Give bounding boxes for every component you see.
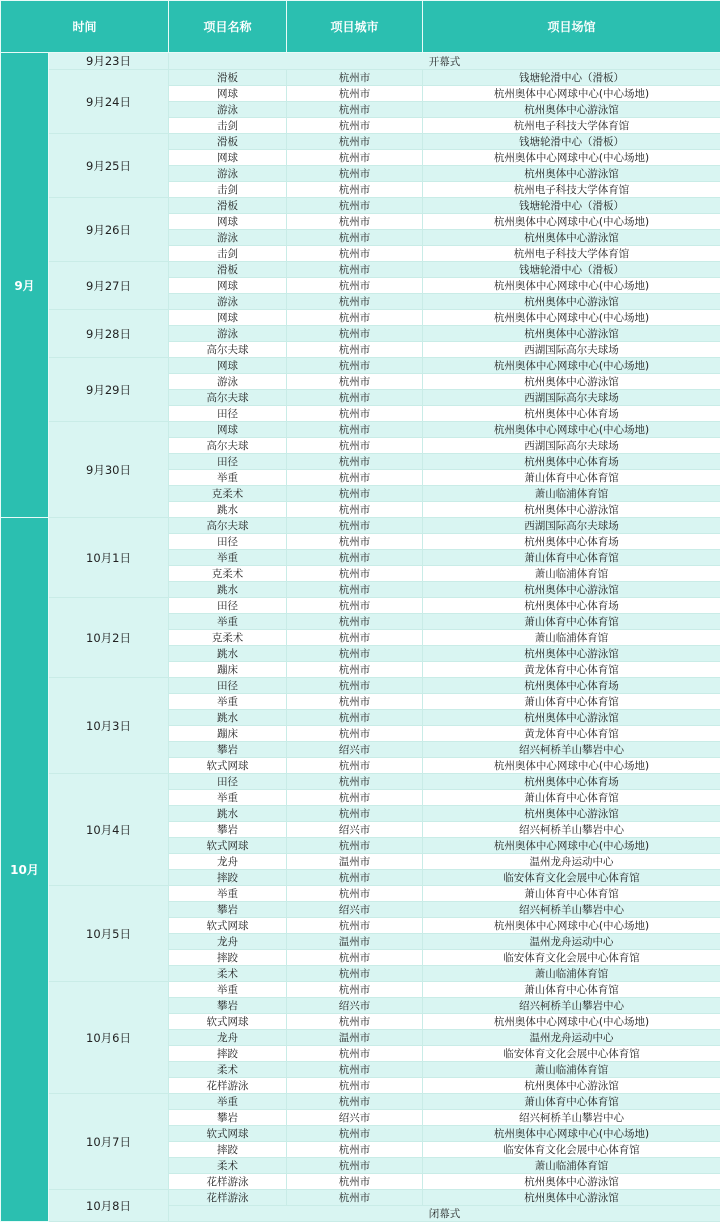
venue-cell: 钱塘轮滑中心（滑板） (423, 262, 720, 278)
venue-cell: 萧山临浦体育馆 (423, 1062, 720, 1078)
city-cell: 杭州市 (287, 422, 423, 438)
city-cell: 杭州市 (287, 758, 423, 774)
city-cell: 杭州市 (287, 118, 423, 134)
venue-cell: 杭州奥体中心网球中心(中心场地) (423, 1126, 720, 1142)
city-cell: 杭州市 (287, 150, 423, 166)
table-row (1, 678, 720, 694)
sport-cell: 网球 (169, 86, 287, 102)
venue-cell: 杭州奥体中心游泳馆 (423, 582, 720, 598)
city-cell: 杭州市 (287, 1158, 423, 1174)
venue-cell: 杭州奥体中心游泳馆 (423, 646, 720, 662)
sport-cell: 高尔夫球 (169, 438, 287, 454)
venue-cell: 杭州奥体中心网球中心(中心场地) (423, 150, 720, 166)
sport-cell: 攀岩 (169, 902, 287, 918)
city-cell: 温州市 (287, 934, 423, 950)
city-cell: 杭州市 (287, 630, 423, 646)
city-cell: 杭州市 (287, 406, 423, 422)
venue-cell: 绍兴柯桥羊山攀岩中心 (423, 902, 720, 918)
venue-cell: 杭州电子科技大学体育馆 (423, 246, 720, 262)
venue-cell: 西湖国际高尔夫球场 (423, 518, 720, 534)
city-cell: 杭州市 (287, 278, 423, 294)
venue-cell: 萧山临浦体育馆 (423, 1158, 720, 1174)
sport-cell: 举重 (169, 694, 287, 710)
venue-cell: 杭州奥体中心网球中心(中心场地) (423, 358, 720, 374)
city-cell: 绍兴市 (287, 1110, 423, 1126)
venue-cell: 杭州奥体中心游泳馆 (423, 326, 720, 342)
sport-cell: 网球 (169, 214, 287, 230)
table-row (1, 518, 720, 534)
city-cell: 杭州市 (287, 518, 423, 534)
city-cell: 绍兴市 (287, 902, 423, 918)
venue-cell: 杭州奥体中心网球中心(中心场地) (423, 918, 720, 934)
date-cell: 10月8日 (49, 1190, 169, 1222)
table-row (1, 53, 720, 70)
date-cell: 10月4日 (49, 774, 169, 886)
date-cell: 9月26日 (49, 198, 169, 262)
sport-cell: 滑板 (169, 70, 287, 86)
sport-cell: 游泳 (169, 374, 287, 390)
venue-cell: 杭州奥体中心游泳馆 (423, 374, 720, 390)
venue-cell: 杭州奥体中心网球中心(中心场地) (423, 86, 720, 102)
sport-cell: 举重 (169, 790, 287, 806)
city-cell: 杭州市 (287, 454, 423, 470)
city-cell: 杭州市 (287, 70, 423, 86)
city-cell: 杭州市 (287, 86, 423, 102)
sport-cell: 攀岩 (169, 742, 287, 758)
venue-cell: 黄龙体育中心体育馆 (423, 726, 720, 742)
date-cell: 10月5日 (49, 886, 169, 982)
venue-cell: 杭州奥体中心网球中心(中心场地) (423, 1014, 720, 1030)
sport-cell: 举重 (169, 550, 287, 566)
venue-cell: 杭州奥体中心游泳馆 (423, 1078, 720, 1094)
venue-cell: 杭州奥体中心游泳馆 (423, 230, 720, 246)
venue-cell: 西湖国际高尔夫球场 (423, 390, 720, 406)
sport-cell: 蹦床 (169, 726, 287, 742)
sport-cell: 游泳 (169, 326, 287, 342)
city-cell: 杭州市 (287, 326, 423, 342)
venue-cell: 杭州奥体中心游泳馆 (423, 1174, 720, 1190)
sport-cell: 攀岩 (169, 822, 287, 838)
sport-cell: 跳水 (169, 710, 287, 726)
venue-cell: 杭州奥体中心网球中心(中心场地) (423, 278, 720, 294)
table-row (1, 1190, 720, 1206)
city-cell: 杭州市 (287, 358, 423, 374)
sport-cell: 游泳 (169, 294, 287, 310)
venue-cell: 萧山体育中心体育馆 (423, 470, 720, 486)
table-row (1, 358, 720, 374)
sport-cell: 花样游泳 (169, 1190, 287, 1206)
city-cell: 杭州市 (287, 246, 423, 262)
city-cell: 杭州市 (287, 566, 423, 582)
city-cell: 温州市 (287, 1030, 423, 1046)
sport-cell: 田径 (169, 534, 287, 550)
table-row (1, 262, 720, 278)
table-row (1, 310, 720, 326)
city-cell: 杭州市 (287, 1062, 423, 1078)
table-row (1, 774, 720, 790)
city-cell: 杭州市 (287, 694, 423, 710)
city-cell: 杭州市 (287, 582, 423, 598)
venue-cell: 萧山体育中心体育馆 (423, 550, 720, 566)
city-cell: 杭州市 (287, 390, 423, 406)
city-cell: 杭州市 (287, 470, 423, 486)
sport-cell: 游泳 (169, 102, 287, 118)
sport-cell: 击剑 (169, 182, 287, 198)
venue-cell: 杭州奥体中心网球中心(中心场地) (423, 422, 720, 438)
city-cell: 杭州市 (287, 438, 423, 454)
city-cell: 杭州市 (287, 646, 423, 662)
sport-cell: 龙舟 (169, 854, 287, 870)
sport-cell: 柔术 (169, 1158, 287, 1174)
header-time: 时间 (1, 1, 169, 53)
sport-cell: 龙舟 (169, 934, 287, 950)
city-cell: 杭州市 (287, 1190, 423, 1206)
venue-cell: 绍兴柯桥羊山攀岩中心 (423, 742, 720, 758)
sport-cell: 克柔术 (169, 630, 287, 646)
sport-cell: 网球 (169, 150, 287, 166)
city-cell: 杭州市 (287, 1174, 423, 1190)
venue-cell: 西湖国际高尔夫球场 (423, 342, 720, 358)
header-venue: 项目场馆 (423, 1, 720, 53)
city-cell: 杭州市 (287, 678, 423, 694)
venue-cell: 萧山体育中心体育馆 (423, 614, 720, 630)
sport-cell: 击剑 (169, 246, 287, 262)
sport-cell: 花样游泳 (169, 1174, 287, 1190)
date-cell: 9月29日 (49, 358, 169, 422)
venue-cell: 临安体育文化会展中心体育馆 (423, 870, 720, 886)
header-sport: 项目名称 (169, 1, 287, 53)
sport-cell: 举重 (169, 982, 287, 998)
city-cell: 杭州市 (287, 502, 423, 518)
table-row (1, 422, 720, 438)
sport-cell: 高尔夫球 (169, 390, 287, 406)
venue-cell: 杭州奥体中心游泳馆 (423, 102, 720, 118)
sport-cell: 跳水 (169, 582, 287, 598)
venue-cell: 杭州奥体中心网球中心(中心场地) (423, 758, 720, 774)
sport-cell: 摔跤 (169, 870, 287, 886)
table-header (1, 1, 720, 53)
city-cell: 杭州市 (287, 102, 423, 118)
venue-cell: 萧山临浦体育馆 (423, 486, 720, 502)
sport-cell: 摔跤 (169, 1046, 287, 1062)
venue-cell: 萧山体育中心体育馆 (423, 1094, 720, 1110)
date-cell: 9月24日 (49, 70, 169, 134)
venue-cell: 杭州奥体中心体育场 (423, 598, 720, 614)
city-cell: 杭州市 (287, 1046, 423, 1062)
city-cell: 绍兴市 (287, 742, 423, 758)
venue-cell: 绍兴柯桥羊山攀岩中心 (423, 822, 720, 838)
sport-cell: 蹦床 (169, 662, 287, 678)
venue-cell: 萧山体育中心体育馆 (423, 982, 720, 998)
city-cell: 杭州市 (287, 262, 423, 278)
ceremony-cell: 闭幕式 (169, 1206, 720, 1222)
city-cell: 杭州市 (287, 710, 423, 726)
venue-cell: 杭州奥体中心网球中心(中心场地) (423, 310, 720, 326)
city-cell: 绍兴市 (287, 998, 423, 1014)
city-cell: 杭州市 (287, 198, 423, 214)
city-cell: 杭州市 (287, 886, 423, 902)
sport-cell: 田径 (169, 406, 287, 422)
sport-cell: 高尔夫球 (169, 518, 287, 534)
venue-cell: 钱塘轮滑中心（滑板） (423, 70, 720, 86)
city-cell: 杭州市 (287, 166, 423, 182)
city-cell: 杭州市 (287, 918, 423, 934)
sport-cell: 游泳 (169, 166, 287, 182)
sport-cell: 网球 (169, 422, 287, 438)
venue-cell: 杭州奥体中心游泳馆 (423, 710, 720, 726)
sport-cell: 跳水 (169, 502, 287, 518)
table-row (1, 1094, 720, 1110)
sport-cell: 柔术 (169, 1062, 287, 1078)
date-cell: 9月28日 (49, 310, 169, 358)
sport-cell: 软式网球 (169, 758, 287, 774)
venue-cell: 萧山体育中心体育馆 (423, 886, 720, 902)
venue-cell: 温州龙舟运动中心 (423, 854, 720, 870)
sport-cell: 龙舟 (169, 1030, 287, 1046)
city-cell: 杭州市 (287, 310, 423, 326)
sport-cell: 田径 (169, 454, 287, 470)
venue-cell: 杭州奥体中心游泳馆 (423, 806, 720, 822)
venue-cell: 温州龙舟运动中心 (423, 934, 720, 950)
sport-cell: 攀岩 (169, 998, 287, 1014)
venue-cell: 萧山临浦体育馆 (423, 630, 720, 646)
venue-cell: 杭州奥体中心游泳馆 (423, 1190, 720, 1206)
city-cell: 杭州市 (287, 950, 423, 966)
city-cell: 杭州市 (287, 790, 423, 806)
city-cell: 杭州市 (287, 534, 423, 550)
city-cell: 杭州市 (287, 230, 423, 246)
city-cell: 杭州市 (287, 726, 423, 742)
city-cell: 杭州市 (287, 598, 423, 614)
sport-cell: 举重 (169, 1094, 287, 1110)
venue-cell: 杭州奥体中心体育场 (423, 534, 720, 550)
sport-cell: 柔术 (169, 966, 287, 982)
venue-cell: 杭州奥体中心体育场 (423, 678, 720, 694)
date-cell: 10月6日 (49, 982, 169, 1094)
sport-cell: 举重 (169, 470, 287, 486)
city-cell: 杭州市 (287, 1142, 423, 1158)
venue-cell: 萧山体育中心体育馆 (423, 694, 720, 710)
city-cell: 杭州市 (287, 214, 423, 230)
venue-cell: 萧山临浦体育馆 (423, 966, 720, 982)
city-cell: 杭州市 (287, 486, 423, 502)
city-cell: 杭州市 (287, 1126, 423, 1142)
city-cell: 绍兴市 (287, 822, 423, 838)
sport-cell: 滑板 (169, 198, 287, 214)
table-row (1, 70, 720, 86)
sport-cell: 滑板 (169, 134, 287, 150)
venue-cell: 绍兴柯桥羊山攀岩中心 (423, 1110, 720, 1126)
city-cell: 温州市 (287, 854, 423, 870)
city-cell: 杭州市 (287, 1094, 423, 1110)
sport-cell: 网球 (169, 310, 287, 326)
venue-cell: 临安体育文化会展中心体育馆 (423, 950, 720, 966)
date-cell: 10月7日 (49, 1094, 169, 1190)
sport-cell: 软式网球 (169, 1126, 287, 1142)
sport-cell: 跳水 (169, 646, 287, 662)
city-cell: 杭州市 (287, 982, 423, 998)
sport-cell: 花样游泳 (169, 1078, 287, 1094)
sport-cell: 网球 (169, 358, 287, 374)
date-cell: 10月1日 (49, 518, 169, 598)
city-cell: 杭州市 (287, 774, 423, 790)
venue-cell: 杭州奥体中心游泳馆 (423, 166, 720, 182)
sport-cell: 举重 (169, 614, 287, 630)
header-city: 项目城市 (287, 1, 423, 53)
venue-cell: 黄龙体育中心体育馆 (423, 662, 720, 678)
venue-cell: 钱塘轮滑中心（滑板） (423, 134, 720, 150)
venue-cell: 西湖国际高尔夫球场 (423, 438, 720, 454)
sport-cell: 软式网球 (169, 838, 287, 854)
venue-cell: 杭州电子科技大学体育馆 (423, 182, 720, 198)
city-cell: 杭州市 (287, 662, 423, 678)
venue-cell: 萧山临浦体育馆 (423, 566, 720, 582)
sport-cell: 摔跤 (169, 950, 287, 966)
city-cell: 杭州市 (287, 806, 423, 822)
venue-cell: 杭州奥体中心游泳馆 (423, 502, 720, 518)
venue-cell: 杭州奥体中心体育场 (423, 774, 720, 790)
venue-cell: 萧山体育中心体育馆 (423, 790, 720, 806)
city-cell: 杭州市 (287, 966, 423, 982)
city-cell: 杭州市 (287, 374, 423, 390)
sport-cell: 田径 (169, 598, 287, 614)
city-cell: 杭州市 (287, 614, 423, 630)
venue-cell: 临安体育文化会展中心体育馆 (423, 1046, 720, 1062)
date-cell: 9月30日 (49, 422, 169, 518)
sport-cell: 击剑 (169, 118, 287, 134)
sport-cell: 高尔夫球 (169, 342, 287, 358)
sport-cell: 软式网球 (169, 918, 287, 934)
sport-cell: 摔跤 (169, 1142, 287, 1158)
sport-cell: 滑板 (169, 262, 287, 278)
venue-cell: 绍兴柯桥羊山攀岩中心 (423, 998, 720, 1014)
sport-cell: 游泳 (169, 230, 287, 246)
table-row (1, 598, 720, 614)
ceremony-cell: 开幕式 (169, 53, 720, 70)
city-cell: 杭州市 (287, 1014, 423, 1030)
table-row (1, 198, 720, 214)
city-cell: 杭州市 (287, 182, 423, 198)
sport-cell: 田径 (169, 678, 287, 694)
venue-cell: 杭州奥体中心体育场 (423, 454, 720, 470)
date-cell: 10月3日 (49, 678, 169, 774)
sport-cell: 举重 (169, 886, 287, 902)
sport-cell: 软式网球 (169, 1014, 287, 1030)
venue-cell: 杭州奥体中心网球中心(中心场地) (423, 838, 720, 854)
city-cell: 杭州市 (287, 870, 423, 886)
city-cell: 杭州市 (287, 134, 423, 150)
sport-cell: 克柔术 (169, 486, 287, 502)
venue-cell: 杭州奥体中心网球中心(中心场地) (423, 214, 720, 230)
city-cell: 杭州市 (287, 550, 423, 566)
venue-cell: 临安体育文化会展中心体育馆 (423, 1142, 720, 1158)
sport-cell: 克柔术 (169, 566, 287, 582)
venue-cell: 杭州奥体中心体育场 (423, 406, 720, 422)
table-row (1, 886, 720, 902)
table-row (1, 982, 720, 998)
city-cell: 杭州市 (287, 838, 423, 854)
city-cell: 杭州市 (287, 1078, 423, 1094)
venue-cell: 杭州电子科技大学体育馆 (423, 118, 720, 134)
month-cell: 10月 (1, 518, 49, 1222)
sport-cell: 网球 (169, 278, 287, 294)
venue-cell: 杭州奥体中心游泳馆 (423, 294, 720, 310)
city-cell: 杭州市 (287, 294, 423, 310)
month-cell: 9月 (1, 53, 49, 518)
date-cell: 9月25日 (49, 134, 169, 198)
sport-cell: 攀岩 (169, 1110, 287, 1126)
venue-cell: 钱塘轮滑中心（滑板） (423, 198, 720, 214)
table-row (1, 134, 720, 150)
sport-cell: 田径 (169, 774, 287, 790)
sport-cell: 跳水 (169, 806, 287, 822)
date-cell: 10月2日 (49, 598, 169, 678)
date-cell: 9月23日 (49, 53, 169, 70)
date-cell: 9月27日 (49, 262, 169, 310)
venue-cell: 温州龙舟运动中心 (423, 1030, 720, 1046)
city-cell: 杭州市 (287, 342, 423, 358)
table-body (1, 53, 720, 1222)
